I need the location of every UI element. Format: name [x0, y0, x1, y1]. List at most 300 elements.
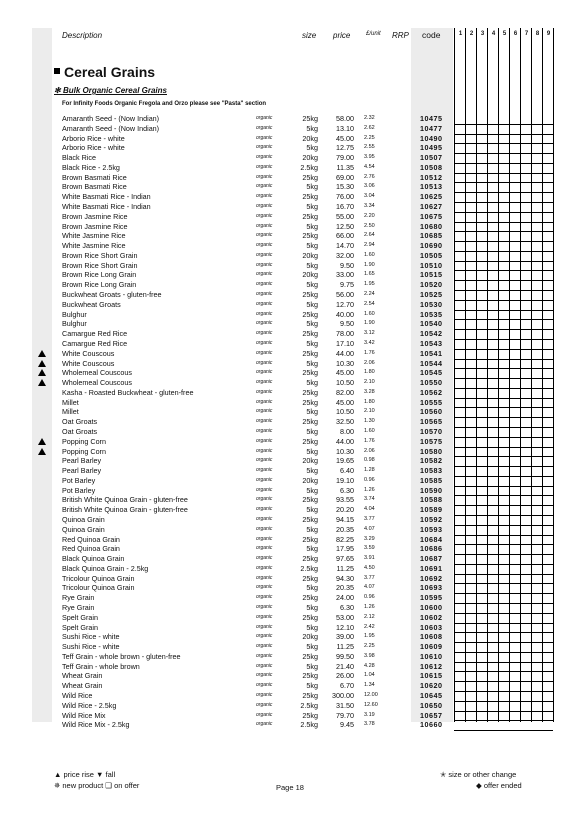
unit-price: 4.54: [364, 163, 375, 170]
organic-label: organic: [256, 359, 273, 366]
product-code: 10575: [420, 436, 443, 446]
organic-label: organic: [256, 604, 273, 610]
table-row: [0, 681, 585, 691]
unit-price: 12.00: [364, 692, 378, 699]
product-description: Popping Corn: [62, 436, 106, 446]
unit-price: 2.20: [364, 212, 375, 219]
organic-label: organic: [256, 310, 273, 317]
product-size: 5kg: [306, 221, 318, 231]
product-price: 45.00: [336, 397, 354, 407]
product-description: Arborio Rice - white: [62, 133, 125, 143]
unit-price: 2.06: [364, 359, 375, 366]
unit-price: 1.28: [364, 467, 375, 474]
product-description: Brown Basmati Rice: [62, 182, 127, 192]
product-price: 93.55: [336, 495, 354, 505]
product-description: Pot Barley: [62, 475, 96, 485]
product-size: 25kg: [302, 368, 318, 378]
product-description: Wholemeal Couscous: [62, 368, 132, 378]
legend-size-change: ✭ size or other change: [440, 770, 517, 779]
product-price: 45.00: [336, 368, 354, 378]
organic-label: organic: [256, 613, 273, 620]
product-code: 10600: [420, 603, 443, 612]
product-code: 10530: [420, 299, 443, 309]
product-description: British White Quinoa Grain - gluten-free: [62, 505, 188, 515]
table-row: [0, 466, 585, 476]
table-row: [0, 329, 585, 339]
unit-price: 1.90: [364, 261, 375, 268]
product-code: 10590: [420, 485, 443, 495]
product-size: 5kg: [306, 681, 318, 691]
product-description: Brown Rice Short Grain: [62, 260, 138, 270]
unit-price: 1.80: [364, 369, 375, 376]
product-size: 5kg: [306, 603, 318, 612]
product-price: 31.50: [336, 700, 354, 710]
product-code: 10550: [420, 378, 443, 388]
product-code: 10525: [420, 290, 443, 300]
organic-label: organic: [256, 574, 273, 581]
unit-price: 0.96: [364, 476, 375, 483]
product-price: 55.00: [336, 211, 354, 221]
organic-label: organic: [256, 339, 273, 346]
order-column-7: 7: [520, 28, 532, 40]
product-size: 25kg: [302, 309, 318, 319]
product-description: Rye Grain: [62, 603, 95, 612]
organic-label: organic: [256, 692, 273, 699]
product-size: 5kg: [306, 544, 318, 554]
product-size: 25kg: [302, 329, 318, 339]
product-size: 25kg: [302, 192, 318, 202]
product-size: 25kg: [302, 436, 318, 446]
product-code: 10620: [420, 681, 443, 691]
order-columns-header: [454, 28, 553, 40]
unit-price: 3.42: [364, 339, 375, 346]
product-code: 10693: [420, 583, 443, 593]
product-description: Teff Grain - whole brown - gluten-free: [62, 651, 181, 661]
product-size: 25kg: [302, 651, 318, 661]
organic-label: organic: [256, 193, 273, 200]
product-description: Sushi Rice - white: [62, 642, 120, 652]
product-price: 13.10: [336, 123, 354, 133]
product-price: 66.00: [336, 231, 354, 241]
organic-label: organic: [256, 457, 273, 464]
product-size: 2.5kg: [300, 720, 318, 730]
product-code: 10609: [420, 642, 443, 652]
header-size: size: [302, 31, 317, 40]
product-code: 10544: [420, 358, 443, 368]
table-row: [0, 319, 585, 329]
table-row: [0, 525, 585, 535]
product-price: 94.15: [336, 514, 354, 524]
product-code: 10555: [420, 397, 443, 407]
order-column-9: 9: [542, 28, 554, 40]
header-code: code: [422, 30, 441, 40]
unit-price: 3.34: [364, 203, 375, 210]
unit-price: 3.91: [364, 555, 375, 562]
product-description: Spelt Grain: [62, 612, 98, 622]
product-price: 6.70: [340, 681, 354, 691]
product-size: 20kg: [302, 475, 318, 485]
table-row: [0, 544, 585, 554]
organic-label: organic: [256, 134, 273, 141]
product-code: 10592: [420, 514, 443, 524]
unit-price: 3.98: [364, 652, 375, 659]
product-price: 10.30: [336, 358, 354, 368]
product-size: 25kg: [302, 612, 318, 622]
product-code: 10610: [420, 651, 443, 661]
unit-price: 2.54: [364, 300, 375, 307]
unit-price: 2.94: [364, 242, 375, 249]
product-price: 78.00: [336, 329, 354, 339]
product-size: 20kg: [302, 456, 318, 466]
asterisk-icon: ✻: [54, 86, 63, 95]
product-size: 2.5kg: [300, 162, 318, 172]
table-row: [0, 642, 585, 652]
product-code: 10495: [420, 143, 443, 153]
price-rise-icon: [38, 438, 46, 445]
product-code: 10686: [420, 544, 443, 554]
product-code: 10541: [420, 348, 443, 358]
table-row: [0, 535, 585, 545]
product-price: 33.00: [336, 270, 354, 280]
product-description: Pearl Barley: [62, 466, 102, 476]
product-size: 5kg: [306, 642, 318, 652]
price-rise-icon: [38, 360, 46, 367]
product-description: Wheat Grain: [62, 671, 103, 681]
section-title-text: Cereal Grains: [64, 64, 156, 80]
product-size: 25kg: [302, 573, 318, 583]
product-price: 82.25: [336, 534, 354, 544]
product-size: 20kg: [302, 133, 318, 143]
organic-label: organic: [256, 682, 273, 689]
table-row: [0, 437, 585, 447]
product-code: 10490: [420, 133, 443, 143]
product-code: 10543: [420, 338, 443, 348]
unit-price: 4.28: [364, 662, 375, 669]
table-row: [0, 583, 585, 593]
product-code: 10508: [420, 162, 443, 172]
product-size: 5kg: [306, 583, 318, 593]
table-row: [0, 202, 585, 212]
product-size: 5kg: [306, 338, 318, 348]
product-size: 5kg: [306, 661, 318, 671]
organic-label: organic: [256, 388, 273, 395]
product-price: 24.00: [336, 593, 354, 603]
table-row: [0, 349, 585, 359]
unit-price: 0.96: [364, 594, 375, 601]
table-row: [0, 691, 585, 701]
unit-price: 3.59: [364, 545, 375, 552]
product-code: 10588: [420, 495, 443, 505]
product-code: 10625: [420, 192, 443, 202]
product-code: 10512: [420, 172, 443, 182]
product-code: 10660: [420, 720, 443, 730]
product-description: Quinoa Grain: [62, 514, 105, 524]
product-size: 5kg: [306, 407, 318, 417]
organic-label: organic: [256, 154, 273, 161]
product-price: 17.95: [336, 544, 354, 554]
product-description: Spelt Grain: [62, 622, 98, 632]
table-row: [0, 593, 585, 603]
product-description: Bulghur: [62, 309, 87, 319]
organic-label: organic: [256, 418, 273, 425]
order-column-1: 1: [454, 28, 466, 40]
product-code: 10684: [420, 534, 443, 544]
organic-label: organic: [256, 545, 273, 552]
product-code: 10585: [420, 475, 443, 485]
table-row: [0, 134, 585, 144]
unit-price: 2.76: [364, 173, 375, 180]
organic-label: organic: [256, 652, 273, 659]
square-bullet-icon: [54, 68, 60, 74]
unit-price: 2.55: [364, 144, 375, 151]
product-price: 9.50: [340, 260, 354, 270]
unit-price: 2.24: [364, 291, 375, 298]
product-code: 10685: [420, 231, 443, 241]
product-size: 20kg: [302, 250, 318, 260]
product-size: 5kg: [306, 524, 318, 534]
organic-label: organic: [256, 330, 273, 337]
unit-price: 4.50: [364, 564, 375, 571]
table-row: [0, 456, 585, 466]
unit-price: 4.04: [364, 506, 375, 513]
product-size: 5kg: [306, 622, 318, 632]
header-price: price: [333, 31, 351, 40]
product-size: 2.5kg: [300, 700, 318, 710]
legend-offer-ended: ◆ offer ended: [476, 781, 522, 790]
price-rise-icon: [38, 369, 46, 376]
product-price: 14.70: [336, 241, 354, 251]
product-code: 10608: [420, 632, 443, 642]
product-price: 9.45: [340, 720, 354, 730]
product-size: 25kg: [302, 417, 318, 427]
product-description: White Basmati Rice - Indian: [62, 192, 151, 202]
table-row: [0, 652, 585, 662]
product-description: Red Quinoa Grain: [62, 544, 120, 554]
product-description: White Basmati Rice - Indian: [62, 202, 151, 212]
organic-label: organic: [256, 486, 273, 493]
organic-label: organic: [256, 633, 273, 640]
product-size: 25kg: [302, 114, 318, 123]
product-description: White Couscous: [62, 348, 115, 358]
product-code: 10562: [420, 387, 443, 397]
organic-label: organic: [256, 564, 273, 571]
product-price: 39.00: [336, 632, 354, 642]
table-row: [0, 495, 585, 505]
product-price: 94.30: [336, 573, 354, 583]
product-code: 10650: [420, 700, 443, 710]
price-rise-icon: [38, 448, 46, 455]
product-price: 19.10: [336, 475, 354, 485]
product-code: 10535: [420, 309, 443, 319]
organic-label: organic: [256, 271, 273, 278]
product-size: 25kg: [302, 387, 318, 397]
product-description: Pot Barley: [62, 485, 96, 495]
product-price: 21.40: [336, 661, 354, 671]
product-size: 5kg: [306, 485, 318, 495]
unit-price: 3.74: [364, 496, 375, 503]
table-row: [0, 417, 585, 427]
organic-label: organic: [256, 222, 273, 229]
organic-label: organic: [256, 408, 273, 415]
product-description: Red Quinoa Grain: [62, 534, 120, 544]
organic-label: organic: [256, 379, 273, 386]
organic-label: organic: [256, 643, 273, 650]
table-row: [0, 143, 585, 153]
table-row: [0, 407, 585, 417]
product-code: 10627: [420, 202, 443, 212]
product-code: 10602: [420, 612, 443, 622]
table-row: [0, 486, 585, 496]
product-description: Brown Rice Long Grain: [62, 270, 137, 280]
product-code: 10680: [420, 221, 443, 231]
product-price: 26.00: [336, 671, 354, 681]
order-column-8: 8: [531, 28, 543, 40]
table-row: [0, 632, 585, 642]
product-code: 10687: [420, 554, 443, 564]
product-code: 10583: [420, 466, 443, 476]
table-row: [0, 300, 585, 310]
organic-label: organic: [256, 672, 273, 679]
product-size: 25kg: [302, 172, 318, 182]
product-price: 53.00: [336, 612, 354, 622]
organic-label: organic: [256, 232, 273, 239]
product-size: 5kg: [306, 319, 318, 329]
product-price: 32.50: [336, 417, 354, 427]
table-row: [0, 114, 585, 124]
table-row: [0, 476, 585, 486]
organic-label: organic: [256, 525, 273, 532]
product-price: 12.50: [336, 221, 354, 231]
product-description: Sushi Rice - white: [62, 632, 120, 642]
product-description: Arborio Rice - white: [62, 143, 125, 153]
organic-label: organic: [256, 163, 273, 170]
product-code: 10560: [420, 407, 443, 417]
organic-label: organic: [256, 447, 273, 454]
table-row: [0, 711, 585, 721]
unit-price: 2.50: [364, 222, 375, 229]
product-description: Brown Rice Long Grain: [62, 280, 137, 290]
unit-price: 2.25: [364, 643, 375, 650]
organic-label: organic: [256, 369, 273, 376]
organic-label: organic: [256, 535, 273, 542]
product-size: 5kg: [306, 358, 318, 368]
organic-label: organic: [256, 183, 273, 190]
order-column-6: 6: [509, 28, 521, 40]
product-size: 20kg: [302, 632, 318, 642]
table-row: [0, 398, 585, 408]
table-row: [0, 339, 585, 349]
product-code: 10540: [420, 319, 443, 329]
unit-price: 3.29: [364, 535, 375, 542]
product-description: Black Rice - 2.5kg: [62, 162, 120, 172]
price-rise-icon: [38, 379, 46, 386]
product-description: Amaranth Seed - (Now Indian): [62, 123, 160, 133]
product-price: 12.75: [336, 143, 354, 153]
page-number: Page 18: [276, 783, 304, 792]
product-price: 10.30: [336, 446, 354, 456]
table-row: [0, 212, 585, 222]
product-description: Wild Rice Mix - 2.5kg: [62, 720, 130, 730]
organic-label: organic: [256, 203, 273, 210]
organic-label: organic: [256, 476, 273, 483]
organic-label: organic: [256, 291, 273, 298]
product-description: Oat Groats: [62, 417, 98, 427]
product-price: 69.00: [336, 172, 354, 182]
product-size: 5kg: [306, 299, 318, 309]
product-price: 19.65: [336, 456, 354, 466]
product-price: 32.00: [336, 250, 354, 260]
organic-label: organic: [256, 711, 273, 718]
product-price: 10.50: [336, 378, 354, 388]
product-price: 6.30: [340, 485, 354, 495]
product-price: 20.20: [336, 505, 354, 515]
product-description: Buckwheat Groats: [62, 299, 121, 309]
product-price: 45.00: [336, 133, 354, 143]
unit-price: 1.30: [364, 418, 375, 425]
unit-price: 1.26: [364, 486, 375, 493]
product-code: 10542: [420, 329, 443, 339]
product-size: 20kg: [302, 153, 318, 163]
product-code: 10545: [420, 368, 443, 378]
product-code: 10580: [420, 446, 443, 456]
product-price: 20.35: [336, 583, 354, 593]
product-description: Camargue Red Rice: [62, 338, 128, 348]
organic-label: organic: [256, 496, 273, 503]
product-code: 10691: [420, 563, 443, 573]
product-code: 10565: [420, 417, 443, 427]
organic-label: organic: [256, 594, 273, 601]
unit-price: 3.06: [364, 183, 375, 190]
product-price: 20.35: [336, 524, 354, 534]
organic-label: organic: [256, 437, 273, 444]
table-row: [0, 623, 585, 633]
product-price: 9.50: [340, 319, 354, 329]
price-rise-icon: [38, 350, 46, 357]
product-description: Bulghur: [62, 319, 87, 329]
organic-label: organic: [256, 515, 273, 522]
unit-price: 1.60: [364, 427, 375, 434]
product-size: 25kg: [302, 534, 318, 544]
table-row: [0, 241, 585, 251]
product-code: 10675: [420, 211, 443, 221]
table-row: [0, 368, 585, 378]
table-row: [0, 222, 585, 232]
product-description: Brown Jasmine Rice: [62, 211, 128, 221]
unit-price: 3.95: [364, 154, 375, 161]
unit-price: 3.28: [364, 388, 375, 395]
table-row: [0, 192, 585, 202]
legend-price-change: ▲ price rise ▼ fall: [54, 770, 116, 779]
product-code: 10507: [420, 153, 443, 163]
product-size: 25kg: [302, 348, 318, 358]
organic-label: organic: [256, 349, 273, 356]
product-description: Popping Corn: [62, 446, 106, 456]
product-description: Buckwheat Groats - gluten-free: [62, 290, 162, 300]
product-description: White Couscous: [62, 358, 115, 368]
product-price: 10.50: [336, 407, 354, 417]
order-cells[interactable]: [454, 720, 553, 731]
subsection-title: [54, 86, 167, 95]
unit-price: 12.60: [364, 701, 378, 708]
table-row: [0, 182, 585, 192]
product-size: 5kg: [306, 143, 318, 153]
unit-price: 3.77: [364, 574, 375, 581]
product-price: 12.70: [336, 299, 354, 309]
product-description: Millet: [62, 407, 79, 417]
header-rrp: RRP: [392, 31, 409, 40]
product-description: Millet: [62, 397, 79, 407]
product-description: Camargue Red Rice: [62, 329, 128, 339]
